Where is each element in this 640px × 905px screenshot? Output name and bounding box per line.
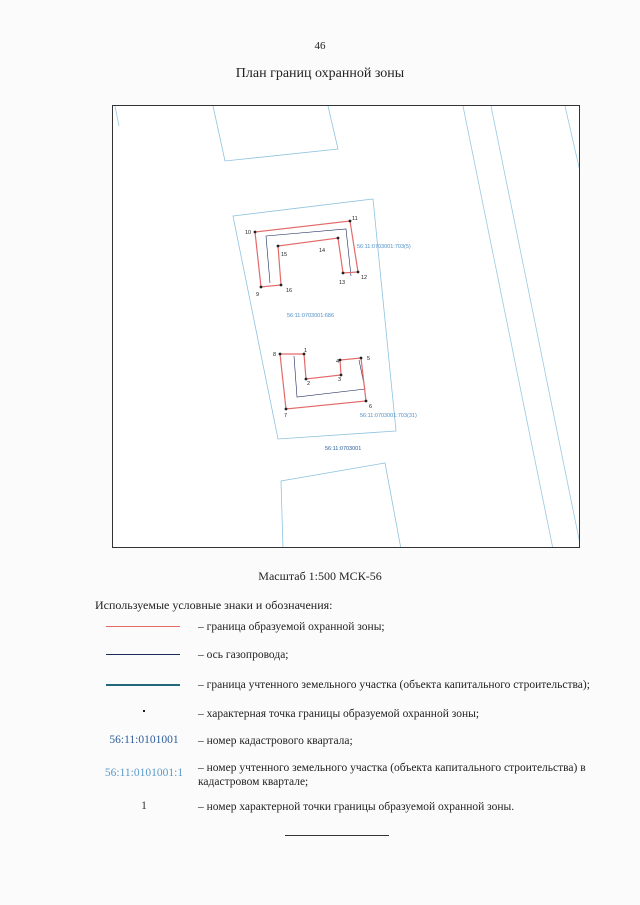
point-marker [340,374,343,377]
lot-label-686: 56:11:0703001:686 [287,313,334,319]
legend-desc: – ось газопровода; [198,649,289,661]
boundary-plan-map [112,105,580,548]
point-marker [357,271,360,274]
point-label: 16 [286,288,293,294]
point-label: 3 [338,377,342,383]
dot-icon [143,710,145,712]
point-label: 6 [369,404,373,410]
parcel-bottom [281,463,401,548]
legend-desc: – характерная точка границы образуемой охранной зоны; [198,708,480,720]
point-marker [280,284,283,287]
plan-drawing [113,106,580,548]
point-label: 10 [245,230,252,236]
point-marker [305,378,308,381]
scale-caption: Масштаб 1:500 МСК-56 [258,569,382,583]
dark-line-icon [106,654,180,655]
lot-label-703-5: 56:11:0703001:703(5) [357,244,411,250]
point-marker [365,400,368,403]
point-label: 2 [307,381,311,387]
zone-bottom [280,354,366,409]
point-marker [285,408,288,411]
point-label: 5 [367,356,371,362]
point-marker [254,231,257,234]
point-label: 1 [304,348,308,354]
point-label: 9 [256,292,260,298]
teal-line-icon [106,684,180,686]
point-label: 11 [352,216,358,222]
road-lines [115,106,580,548]
legend-desc: – номер кадастрового квартала; [198,735,353,747]
point-label: 12 [361,275,368,281]
legend-symbol-quarter-code: 56:11:0101001 [109,734,179,746]
quarter-label: 56:11:0703001 [325,446,362,452]
page-number: 46 [314,40,326,52]
point-marker [260,286,263,289]
legend-title: Используемые условные знаки и обозначения: [95,598,333,612]
end-rule [285,835,389,836]
point-label: 13 [339,280,346,286]
parcel-top [213,106,338,161]
parcel-outlines [213,106,401,548]
parcel-main [233,199,396,439]
point-marker [277,245,280,248]
red-line-icon [106,626,180,627]
point-label: 7 [284,413,288,419]
point-label: 14 [319,248,326,254]
legend-desc: – номер характерной точки границы образуемой охранной зоны. [198,801,515,813]
plan-title: План границ охранной зоны [235,66,405,81]
point-marker [360,357,363,360]
legend-symbol-parcel-code: 56:11:0101001:1 [104,767,184,779]
point-marker [337,237,340,240]
lot-label-703-31: 56:11:0703001:703(31) [360,413,417,419]
legend-desc: – граница учтенного земельного участка (объекта капитального строительства); [198,679,590,691]
point-marker [342,272,345,275]
point-label: 15 [281,252,288,258]
point-marker [349,220,352,223]
legend-symbol-point-number: 1 [141,800,147,812]
legend-desc: – номер учтенного земельного участка (объекта капитального строительства) в кадастровом квартале; [198,762,586,788]
point-label: 8 [273,352,277,358]
legend-desc: – граница образуемой охранной зоны; [198,621,385,633]
point-label: 4 [336,359,340,365]
point-marker [279,353,282,356]
zone-top [255,221,358,287]
